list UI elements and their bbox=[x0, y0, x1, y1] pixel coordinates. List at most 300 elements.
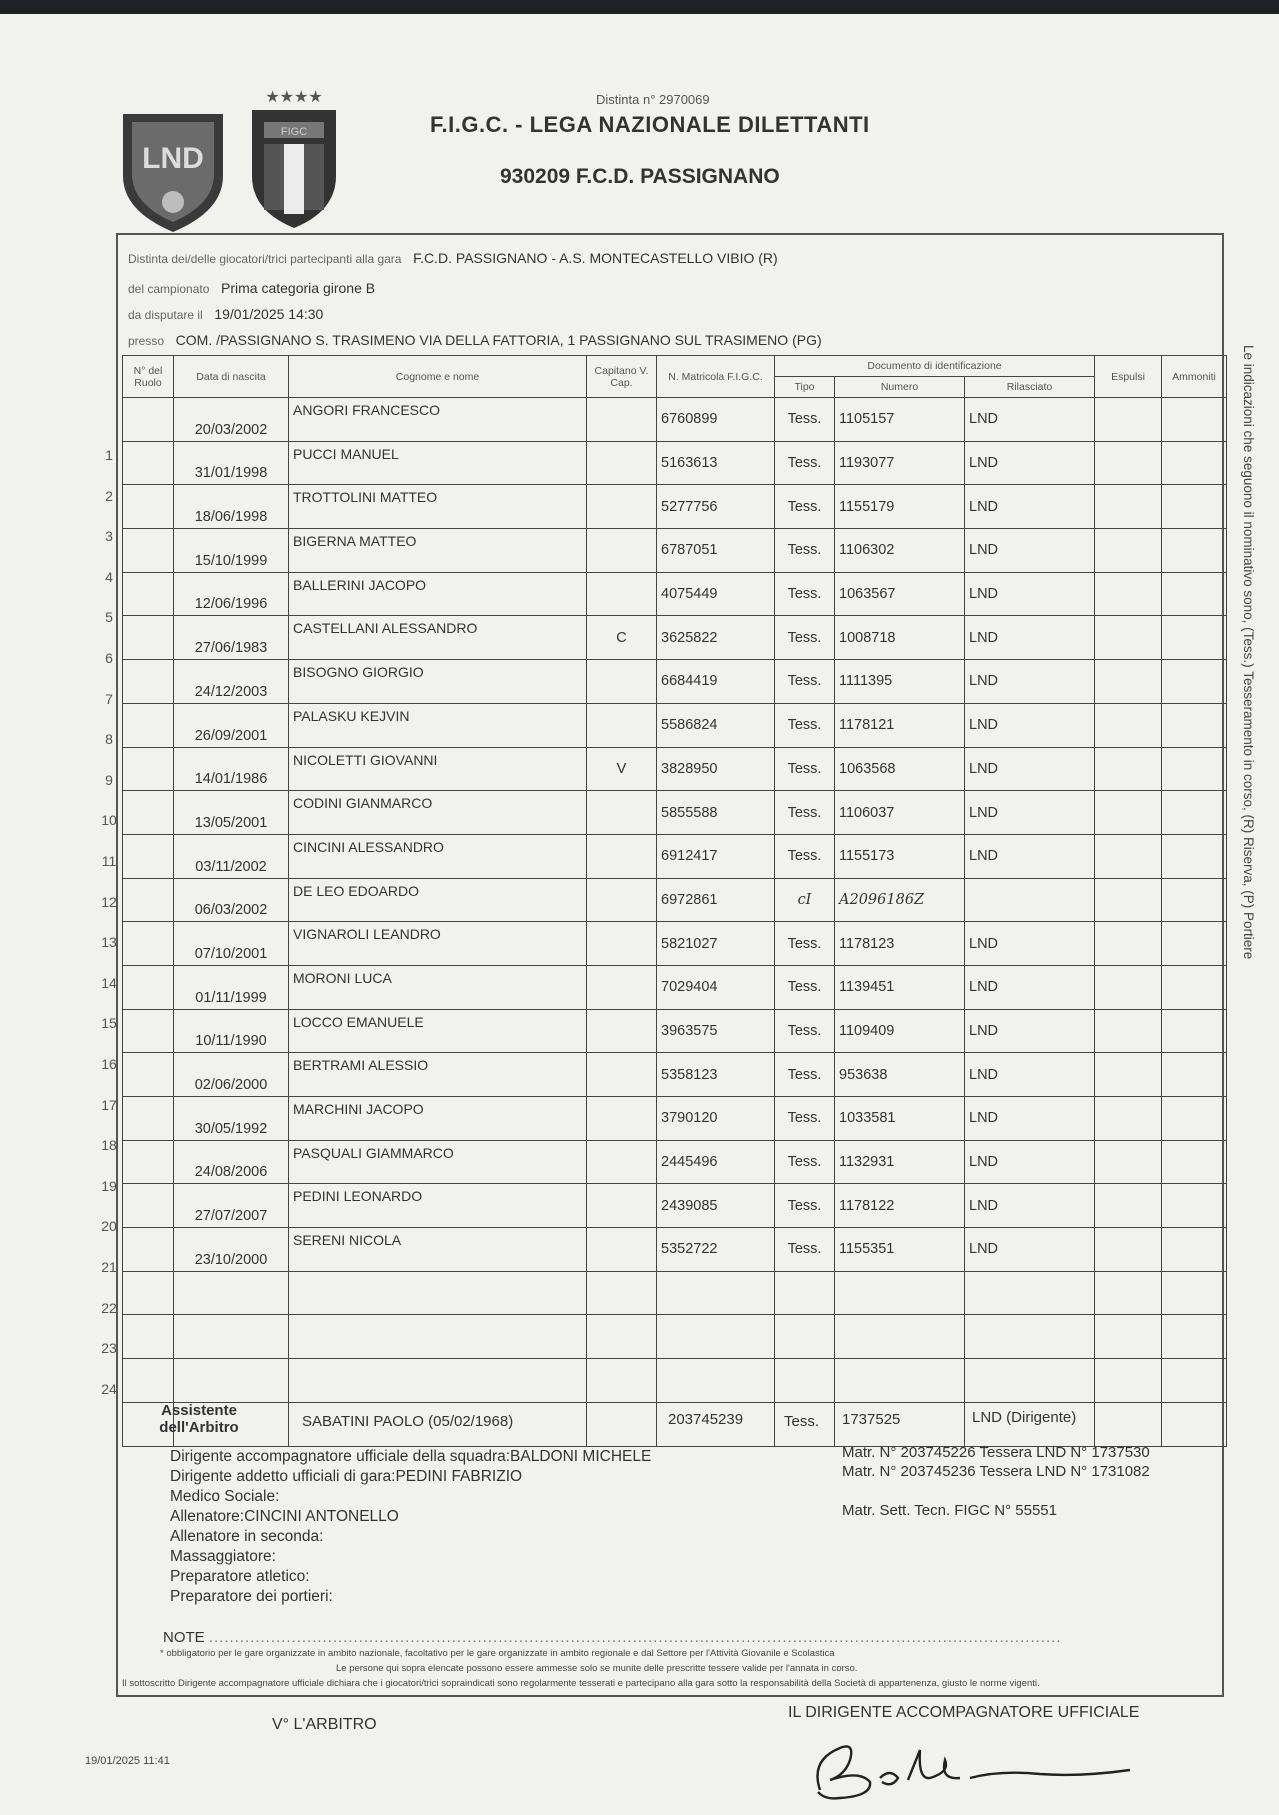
cell-captain bbox=[587, 1359, 657, 1403]
staff-preparatore-portieri: Preparatore dei portieri: bbox=[170, 1588, 333, 1605]
cell-espulsi bbox=[1095, 1228, 1162, 1272]
cell-ruolo bbox=[123, 1271, 174, 1315]
table-row bbox=[123, 878, 1227, 922]
print-timestamp: 19/01/2025 11:41 bbox=[85, 1755, 170, 1767]
cell-rilasciato: LND bbox=[965, 485, 1095, 529]
table-row bbox=[123, 1359, 1227, 1403]
cell-dob: 15/10/1999 bbox=[174, 529, 289, 573]
cell-dob: 10/11/1990 bbox=[174, 1009, 289, 1053]
cell-rilasciato: LND bbox=[965, 616, 1095, 660]
cell-captain bbox=[587, 878, 657, 922]
row-number: 23 bbox=[101, 1340, 117, 1357]
row-number: 12 bbox=[101, 893, 117, 910]
cell-rilasciato: LND bbox=[965, 965, 1095, 1009]
cell-espulsi bbox=[1095, 703, 1162, 747]
table-row bbox=[123, 1053, 1227, 1097]
table-row bbox=[123, 1097, 1227, 1141]
table-row bbox=[123, 1184, 1227, 1228]
cell-matricola bbox=[657, 1359, 775, 1403]
cell-tipo: Tess. bbox=[775, 572, 835, 616]
cell-rilasciato bbox=[965, 1271, 1095, 1315]
assistant-numero: 1737525 bbox=[842, 1411, 901, 1428]
cell-ruolo bbox=[123, 1359, 174, 1403]
championship-line: del campionato Prima categoria girone B bbox=[128, 280, 376, 296]
cell-tipo: Tess. bbox=[775, 965, 835, 1009]
figc-logo bbox=[246, 86, 342, 231]
cell-dob bbox=[174, 1271, 289, 1315]
signature bbox=[800, 1730, 1180, 1815]
cell-name bbox=[289, 1315, 587, 1359]
cell-espulsi bbox=[1095, 1271, 1162, 1315]
row-number: 10 bbox=[101, 812, 117, 829]
note-fine-1: * obbligatorio per le gare organizzate in ambito nazionale, facoltativo per le gare organizzate in ambito regionale e dal Settore per l'Attività Giovanile e Scolastica bbox=[160, 1648, 835, 1659]
venue: COM. /PASSIGNANO S. TRASIMENO VIA DELLA FATTORIA, 1 PASSIGNANO SUL TRASIMENO (PG) bbox=[175, 332, 822, 348]
cell-dob: 12/06/1996 bbox=[174, 572, 289, 616]
cell-dob: 03/11/2002 bbox=[174, 834, 289, 878]
cell-dob: 30/05/1992 bbox=[174, 1097, 289, 1141]
cell-name: PALASKU KEJVIN bbox=[289, 703, 587, 747]
cell-name: PEDINI LEONARDO bbox=[289, 1184, 587, 1228]
cell-ruolo bbox=[123, 398, 174, 442]
cell-rilasciato: LND bbox=[965, 834, 1095, 878]
cell-rilasciato: LND bbox=[965, 747, 1095, 791]
cell-rilasciato: LND bbox=[965, 703, 1095, 747]
cell-matricola: 3790120 bbox=[657, 1097, 775, 1141]
cell-tipo: Tess. bbox=[775, 1097, 835, 1141]
cell-captain bbox=[587, 1228, 657, 1272]
cell-ruolo bbox=[123, 616, 174, 660]
cell-numero: 1063567 bbox=[835, 572, 965, 616]
cell-dob: 13/05/2001 bbox=[174, 791, 289, 835]
dirigente-label: IL DIRIGENTE ACCOMPAGNATORE UFFICIALE bbox=[788, 1704, 1140, 1721]
cell-matricola: 6912417 bbox=[657, 834, 775, 878]
cell-captain: V bbox=[587, 747, 657, 791]
cell-numero: 1155351 bbox=[835, 1228, 965, 1272]
cell-rilasciato: LND bbox=[965, 398, 1095, 442]
cell-name: BERTRAMI ALESSIO bbox=[289, 1053, 587, 1097]
cell-captain: C bbox=[587, 616, 657, 660]
cell-espulsi bbox=[1095, 572, 1162, 616]
staff-id-1: Matr. N° 203745226 Tessera LND N° 1737530 bbox=[842, 1444, 1150, 1461]
table-row bbox=[123, 1271, 1227, 1315]
cell-name: CASTELLANI ALESSANDRO bbox=[289, 616, 587, 660]
cell-tipo bbox=[775, 1271, 835, 1315]
cell-captain bbox=[587, 1271, 657, 1315]
cell-ammoniti bbox=[1162, 703, 1227, 747]
cell-numero: 1109409 bbox=[835, 1009, 965, 1053]
cell-tipo: Tess. bbox=[775, 529, 835, 573]
cell-ruolo bbox=[123, 1228, 174, 1272]
cell-dob: 27/06/1983 bbox=[174, 616, 289, 660]
cell-captain bbox=[587, 572, 657, 616]
cell-rilasciato: LND bbox=[965, 1009, 1095, 1053]
staff-allenatore-seconda: Allenatore in seconda: bbox=[170, 1528, 324, 1545]
cell-tipo: Tess. bbox=[775, 1009, 835, 1053]
cell-ruolo bbox=[123, 703, 174, 747]
cell-numero: 1139451 bbox=[835, 965, 965, 1009]
photo-top-edge bbox=[0, 0, 1279, 14]
cell-ammoniti bbox=[1162, 1359, 1227, 1403]
cell-espulsi bbox=[1095, 1053, 1162, 1097]
cell-ruolo bbox=[123, 1184, 174, 1228]
cell-matricola: 5163613 bbox=[657, 441, 775, 485]
cell-dob: 26/09/2001 bbox=[174, 703, 289, 747]
cell-name: PASQUALI GIAMMARCO bbox=[289, 1140, 587, 1184]
row-number: 17 bbox=[101, 1096, 117, 1113]
svg-text:★★★★: ★★★★ bbox=[265, 87, 323, 106]
cell-matricola: 3828950 bbox=[657, 747, 775, 791]
championship: Prima categoria girone B bbox=[221, 280, 376, 296]
row-number: 18 bbox=[101, 1137, 117, 1154]
cell-espulsi bbox=[1095, 1315, 1162, 1359]
col-numero: Numero bbox=[835, 377, 965, 398]
venue-line: presso COM. /PASSIGNANO S. TRASIMENO VIA DELLA FATTORIA, 1 PASSIGNANO SUL TRASIMENO (PG) bbox=[128, 332, 822, 348]
cell-matricola: 4075449 bbox=[657, 572, 775, 616]
cell-numero: 1193077 bbox=[835, 441, 965, 485]
col-name: Cognome e nome bbox=[289, 356, 587, 398]
match-name: F.C.D. PASSIGNANO - A.S. MONTECASTELLO VIBIO (R) bbox=[413, 250, 778, 266]
row-number: 6 bbox=[105, 650, 113, 666]
cell-tipo bbox=[775, 1359, 835, 1403]
match-line: Distinta dei/delle giocatori/trici partecipanti alla gara F.C.D. PASSIGNANO - A.S. MONTECASTELLO VIBIO (R) bbox=[128, 250, 778, 266]
staff-id-2: Matr. N° 203745236 Tessera LND N° 1731082 bbox=[842, 1463, 1150, 1480]
cell-rilasciato bbox=[965, 878, 1095, 922]
cell-rilasciato: LND bbox=[965, 660, 1095, 704]
cell-numero: 1105157 bbox=[835, 398, 965, 442]
cell-captain bbox=[587, 529, 657, 573]
cell-numero: 1106302 bbox=[835, 529, 965, 573]
cell-numero: 1132931 bbox=[835, 1140, 965, 1184]
assistant-tipo: Tess. bbox=[784, 1413, 820, 1430]
federation-title: F.I.G.C. - LEGA NAZIONALE DILETTANTI bbox=[430, 112, 870, 137]
cell-captain bbox=[587, 485, 657, 529]
cell-rilasciato bbox=[965, 1315, 1095, 1359]
cell-matricola: 2439085 bbox=[657, 1184, 775, 1228]
cell-ammoniti bbox=[1162, 1140, 1227, 1184]
cell-tipo: Tess. bbox=[775, 398, 835, 442]
cell-name bbox=[289, 1271, 587, 1315]
cell-dob: 02/06/2000 bbox=[174, 1053, 289, 1097]
col-captain: Capitano V. Cap. bbox=[587, 356, 657, 398]
cell-matricola: 5586824 bbox=[657, 703, 775, 747]
cell-espulsi bbox=[1095, 878, 1162, 922]
cell-espulsi bbox=[1095, 791, 1162, 835]
cell-matricola: 3963575 bbox=[657, 1009, 775, 1053]
staff-addetto: Dirigente addetto ufficiali di gara:PEDINI FABRIZIO bbox=[170, 1468, 523, 1485]
players-table bbox=[122, 355, 1227, 1447]
assistant-row bbox=[122, 1399, 1226, 1443]
cell-dob bbox=[174, 1315, 289, 1359]
assistant-label: Assistente dell'Arbitro bbox=[159, 1402, 239, 1436]
cell-captain bbox=[587, 834, 657, 878]
table-row bbox=[123, 572, 1227, 616]
cell-captain bbox=[587, 1315, 657, 1359]
table-row bbox=[123, 1140, 1227, 1184]
cell-espulsi bbox=[1095, 1097, 1162, 1141]
cell-name: NICOLETTI GIOVANNI bbox=[289, 747, 587, 791]
cell-captain bbox=[587, 1097, 657, 1141]
staff-allenatore: Allenatore:CINCINI ANTONELLO bbox=[170, 1508, 399, 1525]
cell-ammoniti bbox=[1162, 1097, 1227, 1141]
cell-espulsi bbox=[1095, 1009, 1162, 1053]
cell-ruolo bbox=[123, 660, 174, 704]
cell-ammoniti bbox=[1162, 1228, 1227, 1272]
table-row bbox=[123, 747, 1227, 791]
row-number: 13 bbox=[101, 934, 117, 951]
cell-ammoniti bbox=[1162, 485, 1227, 529]
cell-ammoniti bbox=[1162, 834, 1227, 878]
cell-rilasciato: LND bbox=[965, 572, 1095, 616]
assistant-rilasciato: LND (Dirigente) bbox=[972, 1409, 1077, 1426]
cell-numero bbox=[835, 1271, 965, 1315]
note-fine-2: Le persone qui sopra elencate possono essere ammesse solo se munite delle prescritte tessere valide per l'annata in corso. bbox=[336, 1663, 858, 1674]
cell-ruolo bbox=[123, 834, 174, 878]
cell-espulsi bbox=[1095, 616, 1162, 660]
cell-name: PUCCI MANUEL bbox=[289, 441, 587, 485]
table-row bbox=[123, 791, 1227, 835]
table-row bbox=[123, 441, 1227, 485]
cell-dob: 27/07/2007 bbox=[174, 1184, 289, 1228]
cell-numero: 1111395 bbox=[835, 660, 965, 704]
cell-espulsi bbox=[1095, 922, 1162, 966]
cell-name: ANGORI FRANCESCO bbox=[289, 398, 587, 442]
cell-espulsi bbox=[1095, 1140, 1162, 1184]
cell-dob: 14/01/1986 bbox=[174, 747, 289, 791]
staff-preparatore: Preparatore atletico: bbox=[170, 1568, 310, 1585]
cell-name: CINCINI ALESSANDRO bbox=[289, 834, 587, 878]
cell-rilasciato: LND bbox=[965, 791, 1095, 835]
cell-numero bbox=[835, 1315, 965, 1359]
cell-matricola: 5358123 bbox=[657, 1053, 775, 1097]
cell-matricola: 5821027 bbox=[657, 922, 775, 966]
row-number: 15 bbox=[101, 1015, 117, 1032]
cell-tipo: Tess. bbox=[775, 616, 835, 660]
cell-numero: 1178123 bbox=[835, 922, 965, 966]
cell-matricola: 5352722 bbox=[657, 1228, 775, 1272]
declaration: Il sottoscritto Dirigente accompagnatore ufficiale dichiara che i giocatori/trici sopraindicati sono regolarmente tesserati e partecipano alla gara sotto la responsabilità della Società di appartenenza, giusto le norme vigenti. bbox=[122, 1678, 1040, 1689]
cell-tipo: Tess. bbox=[775, 703, 835, 747]
cell-rilasciato: LND bbox=[965, 1228, 1095, 1272]
cell-name: BIGERNA MATTEO bbox=[289, 529, 587, 573]
row-number: 14 bbox=[101, 974, 117, 991]
cell-ruolo bbox=[123, 529, 174, 573]
row-number: 9 bbox=[105, 771, 113, 788]
lnd-logo bbox=[118, 106, 228, 236]
cell-espulsi bbox=[1095, 965, 1162, 1009]
table-row bbox=[123, 1009, 1227, 1053]
cell-espulsi bbox=[1095, 660, 1162, 704]
cell-tipo: Tess. bbox=[775, 791, 835, 835]
cell-matricola bbox=[657, 1271, 775, 1315]
staff-dirigente: Dirigente accompagnatore ufficiale della squadra:BALDONI MICHELE bbox=[170, 1448, 652, 1465]
cell-name: SERENI NICOLA bbox=[289, 1228, 587, 1272]
col-ammoniti: Ammoniti bbox=[1162, 356, 1227, 398]
staff-medico: Medico Sociale: bbox=[170, 1488, 280, 1505]
cell-matricola: 6972861 bbox=[657, 878, 775, 922]
cell-numero bbox=[835, 1359, 965, 1403]
cell-numero: 1106037 bbox=[835, 791, 965, 835]
row-number: 20 bbox=[101, 1218, 117, 1235]
cell-captain bbox=[587, 1184, 657, 1228]
cell-numero: 1033581 bbox=[835, 1097, 965, 1141]
cell-matricola: 3625822 bbox=[657, 616, 775, 660]
cell-captain bbox=[587, 791, 657, 835]
cell-name: BALLERINI JACOPO bbox=[289, 572, 587, 616]
table-row bbox=[123, 1315, 1227, 1359]
cell-tipo: Tess. bbox=[775, 1184, 835, 1228]
cell-espulsi bbox=[1095, 441, 1162, 485]
cell-numero: 1063568 bbox=[835, 747, 965, 791]
cell-matricola: 2445496 bbox=[657, 1140, 775, 1184]
table-row bbox=[123, 660, 1227, 704]
assistant-matricola: 203745239 bbox=[668, 1411, 744, 1428]
cell-name: BISOGNO GIORGIO bbox=[289, 660, 587, 704]
cell-espulsi bbox=[1095, 529, 1162, 573]
col-tipo: Tipo bbox=[775, 377, 835, 398]
cell-name: CODINI GIANMARCO bbox=[289, 791, 587, 835]
cell-matricola: 5855588 bbox=[657, 791, 775, 835]
cell-captain bbox=[587, 922, 657, 966]
cell-captain bbox=[587, 1009, 657, 1053]
staff-id-3: Matr. Sett. Tecn. FIGC N° 55551 bbox=[842, 1502, 1057, 1519]
cell-dob: 01/11/1999 bbox=[174, 965, 289, 1009]
cell-ammoniti bbox=[1162, 791, 1227, 835]
arbitro-label: V° L'ARBITRO bbox=[272, 1716, 377, 1733]
row-number: 5 bbox=[105, 609, 113, 626]
cell-espulsi bbox=[1095, 747, 1162, 791]
cell-numero: 1178121 bbox=[835, 703, 965, 747]
cell-captain bbox=[587, 398, 657, 442]
cell-ammoniti bbox=[1162, 1053, 1227, 1097]
cell-name: LOCCO EMANUELE bbox=[289, 1009, 587, 1053]
cell-numero: 953638 bbox=[835, 1053, 965, 1097]
cell-espulsi bbox=[1095, 398, 1162, 442]
cell-numero: 1155179 bbox=[835, 485, 965, 529]
cell-tipo: Tess. bbox=[775, 834, 835, 878]
cell-dob: 20/03/2002 bbox=[174, 398, 289, 442]
row-number: 16 bbox=[101, 1056, 117, 1072]
cell-ammoniti bbox=[1162, 441, 1227, 485]
cell-ruolo bbox=[123, 441, 174, 485]
cell-ruolo bbox=[123, 1140, 174, 1184]
cell-name: VIGNAROLI LEANDRO bbox=[289, 922, 587, 966]
note-label: NOTE ..................................................................................................................................................................... bbox=[163, 1629, 1062, 1646]
cell-tipo: cI bbox=[775, 878, 835, 922]
cell-ruolo bbox=[123, 965, 174, 1009]
cell-matricola: 6760899 bbox=[657, 398, 775, 442]
col-ruolo: N° del Ruolo bbox=[123, 356, 174, 398]
cell-espulsi bbox=[1095, 834, 1162, 878]
table-row bbox=[123, 965, 1227, 1009]
cell-dob: 07/10/2001 bbox=[174, 922, 289, 966]
cell-rilasciato bbox=[965, 1359, 1095, 1403]
cell-ammoniti bbox=[1162, 878, 1227, 922]
cell-rilasciato: LND bbox=[965, 1053, 1095, 1097]
cell-ammoniti bbox=[1162, 1009, 1227, 1053]
cell-captain bbox=[587, 703, 657, 747]
cell-ruolo bbox=[123, 485, 174, 529]
cell-numero: A2096186Z bbox=[835, 878, 965, 922]
cell-rilasciato: LND bbox=[965, 1097, 1095, 1141]
cell-ruolo bbox=[123, 1053, 174, 1097]
table-row bbox=[123, 485, 1227, 529]
cell-tipo: Tess. bbox=[775, 1053, 835, 1097]
cell-espulsi bbox=[1095, 1359, 1162, 1403]
cell-captain bbox=[587, 965, 657, 1009]
cell-captain bbox=[587, 1053, 657, 1097]
row-number: 3 bbox=[105, 528, 113, 545]
table-row bbox=[123, 922, 1227, 966]
cell-rilasciato: LND bbox=[965, 922, 1095, 966]
cell-tipo: Tess. bbox=[775, 441, 835, 485]
cell-ammoniti bbox=[1162, 1271, 1227, 1315]
club-title: 930209 F.C.D. PASSIGNANO bbox=[500, 165, 780, 188]
row-number: 24 bbox=[101, 1380, 117, 1397]
cell-matricola: 5277756 bbox=[657, 485, 775, 529]
table-row bbox=[123, 703, 1227, 747]
cell-ammoniti bbox=[1162, 572, 1227, 616]
staff-list bbox=[170, 1447, 651, 1607]
col-matricola: N. Matricola F.I.G.C. bbox=[657, 356, 775, 398]
table-row bbox=[123, 834, 1227, 878]
cell-ruolo bbox=[123, 791, 174, 835]
cell-name bbox=[289, 1359, 587, 1403]
date-line: da disputare il 19/01/2025 14:30 bbox=[128, 306, 324, 322]
cell-ammoniti bbox=[1162, 660, 1227, 704]
cell-numero: 1178122 bbox=[835, 1184, 965, 1228]
cell-ammoniti bbox=[1162, 616, 1227, 660]
cell-espulsi bbox=[1095, 1184, 1162, 1228]
cell-ammoniti bbox=[1162, 1315, 1227, 1359]
row-number: 22 bbox=[101, 1299, 117, 1316]
cell-matricola: 7029404 bbox=[657, 965, 775, 1009]
cell-numero: 1008718 bbox=[835, 616, 965, 660]
row-number: 1 bbox=[105, 447, 113, 463]
cell-ruolo bbox=[123, 922, 174, 966]
cell-ruolo bbox=[123, 572, 174, 616]
cell-dob: 24/08/2006 bbox=[174, 1140, 289, 1184]
cell-ruolo bbox=[123, 1315, 174, 1359]
row-number: 4 bbox=[105, 568, 113, 585]
cell-matricola: 6684419 bbox=[657, 660, 775, 704]
svg-text:LND: LND bbox=[142, 142, 204, 175]
cell-espulsi bbox=[1095, 485, 1162, 529]
cell-dob: 31/01/1998 bbox=[174, 441, 289, 485]
cell-tipo: Tess. bbox=[775, 1140, 835, 1184]
staff-massaggiatore: Massaggiatore: bbox=[170, 1548, 276, 1565]
cell-tipo: Tess. bbox=[775, 747, 835, 791]
cell-rilasciato: LND bbox=[965, 441, 1095, 485]
cell-dob bbox=[174, 1359, 289, 1403]
cell-matricola bbox=[657, 1315, 775, 1359]
cell-ruolo bbox=[123, 878, 174, 922]
cell-matricola: 6787051 bbox=[657, 529, 775, 573]
row-number: 2 bbox=[105, 487, 113, 504]
cell-captain bbox=[587, 660, 657, 704]
col-dob: Data di nascita bbox=[174, 356, 289, 398]
col-rilasciato: Rilasciato bbox=[965, 377, 1095, 398]
match-date: 19/01/2025 14:30 bbox=[214, 306, 324, 322]
cell-name: MORONI LUCA bbox=[289, 965, 587, 1009]
cell-ammoniti bbox=[1162, 747, 1227, 791]
cell-name: DE LEO EDOARDO bbox=[289, 878, 587, 922]
cell-dob: 23/10/2000 bbox=[174, 1228, 289, 1272]
cell-name: TROTTOLINI MATTEO bbox=[289, 485, 587, 529]
cell-captain bbox=[587, 441, 657, 485]
table-row bbox=[123, 1228, 1227, 1272]
cell-ammoniti bbox=[1162, 922, 1227, 966]
assistant-name: SABATINI PAOLO (05/02/1968) bbox=[302, 1413, 514, 1430]
